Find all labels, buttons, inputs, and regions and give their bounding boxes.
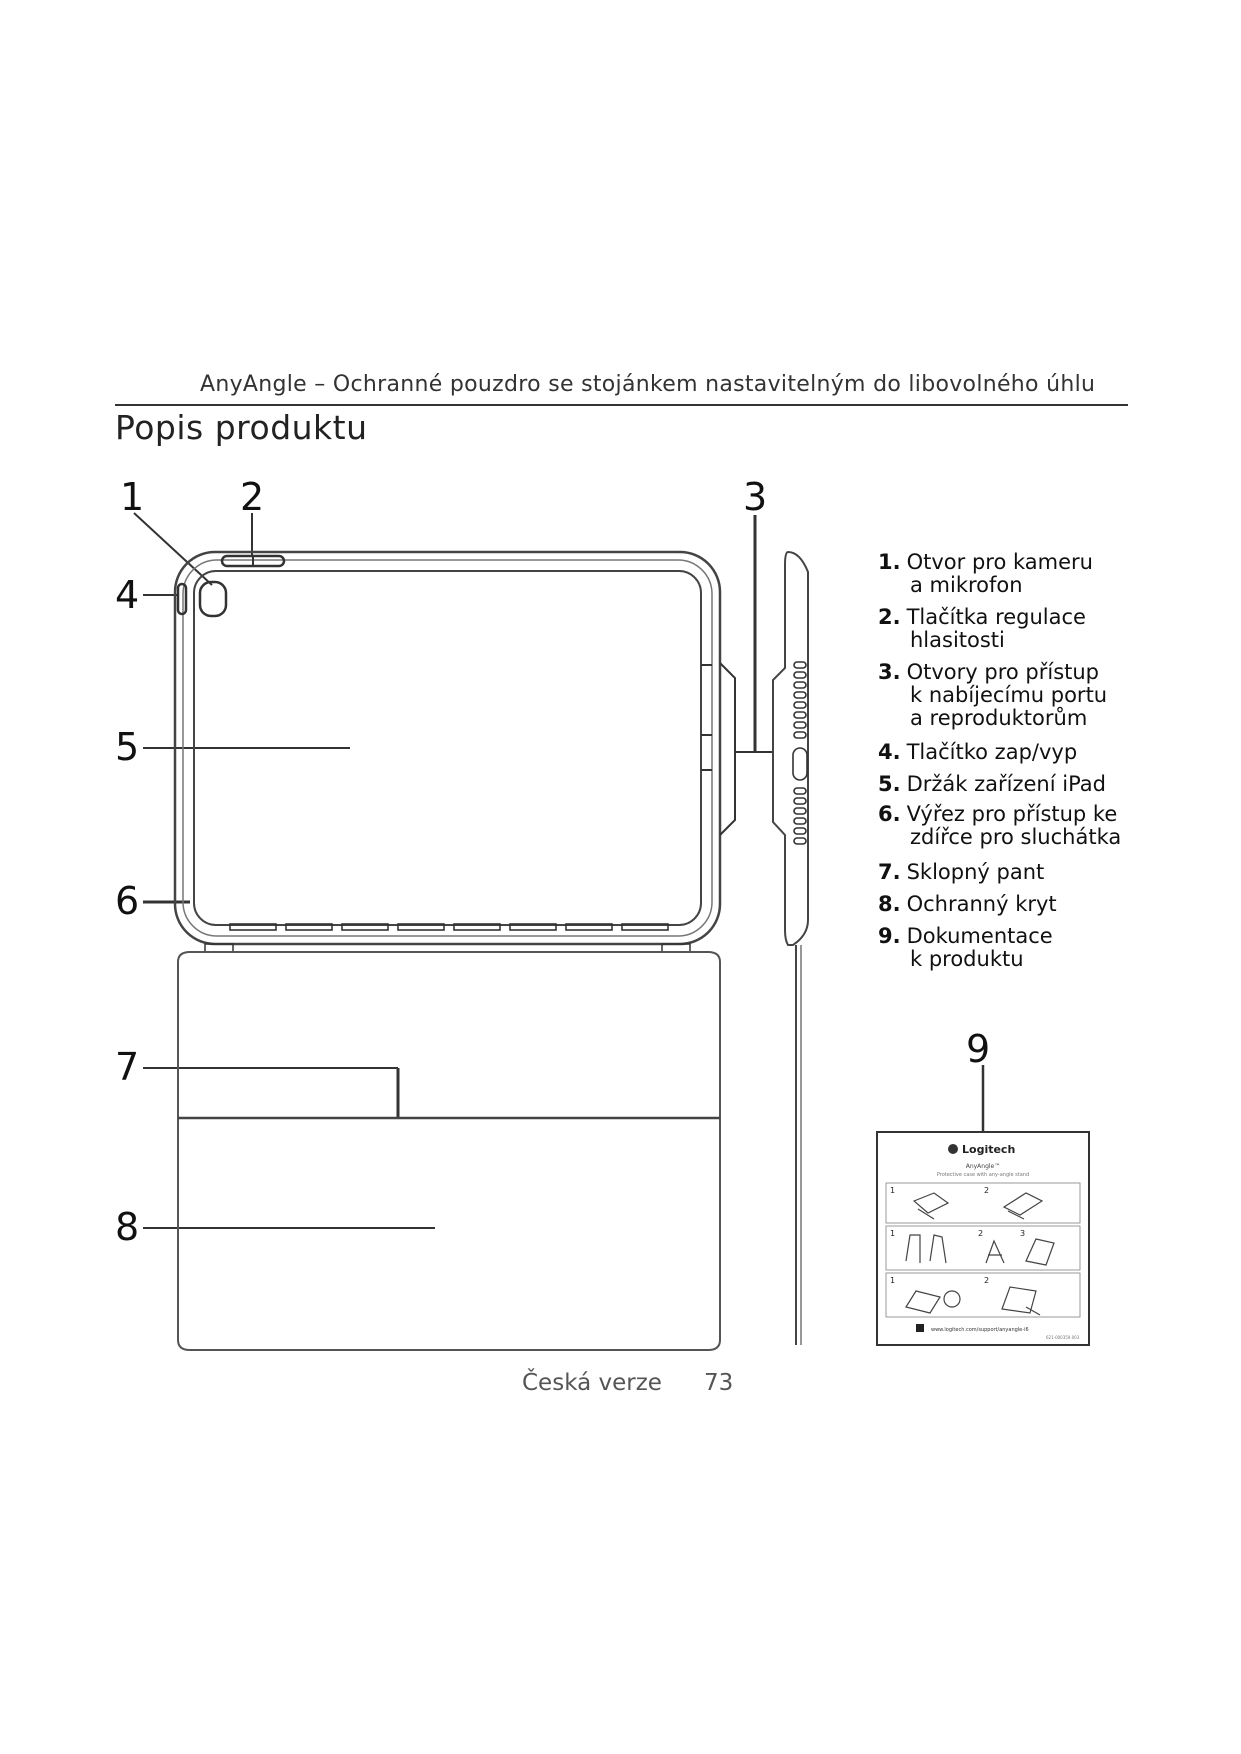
legend-item-2: 2. Tlačítka regulace hlasitosti [878, 605, 1086, 652]
callout-2: 2 [240, 475, 265, 519]
legend-item-5: 5. Držák zařízení iPad [878, 772, 1107, 796]
callout-6: 6 [115, 879, 140, 923]
legend-item-1: 1. Otvor pro kameru a mikrofon [878, 550, 1093, 597]
footer-language: Česká verze [522, 1370, 662, 1396]
logitech-logo-icon [948, 1144, 958, 1154]
legend-item-3: 3. Otvory pro přístup k nabíjecímu portu a reproduktorům [878, 660, 1108, 730]
callout-3: 3 [743, 475, 768, 519]
callout-5: 5 [115, 725, 140, 769]
speaker-holes [793, 662, 807, 844]
page-number: 73 [703, 1370, 734, 1396]
port-tab [720, 663, 735, 835]
manual-step: 2 [984, 1186, 990, 1195]
legend-item-4: 4. Tlačítko zap/vyp [878, 740, 1078, 764]
header-title: AnyAngle – Ochranné pouzdro se stojánkem nastavitelným do libovolného úhlu [200, 372, 1096, 397]
cover-outline [178, 952, 720, 1350]
callout-8: 8 [115, 1205, 140, 1249]
legend-item-6: 6. Výřez pro přístup ke zdířce pro sluchátka [878, 802, 1122, 849]
charging-port [793, 748, 807, 780]
callout-4: 4 [115, 573, 140, 617]
manual-subtitle: Protective case with any-angle stand [936, 1172, 1030, 1178]
camera-hole [200, 582, 226, 616]
callout-1: 1 [120, 475, 145, 519]
callout-7: 7 [115, 1045, 140, 1089]
page-title: Popis produktu [115, 408, 368, 447]
callout-9: 9 [966, 1027, 991, 1071]
legend-item-7: 7. Sklopný pant [878, 860, 1045, 884]
power-button [178, 584, 186, 614]
manual-step: 1 [890, 1229, 896, 1238]
product-documentation [876, 1131, 1090, 1346]
manual-step: 1 [890, 1186, 896, 1195]
manual-step: 3 [1020, 1229, 1026, 1238]
leader-1 [134, 513, 212, 585]
manual-step: 2 [978, 1229, 984, 1238]
manual-product: AnyAngle™ [965, 1163, 1001, 1170]
manual-step: 2 [984, 1276, 990, 1285]
legend-item-8: 8. Ochranný kryt [878, 892, 1057, 916]
manual-brand: Logitech [962, 1143, 1016, 1156]
manual-step: 1 [890, 1276, 896, 1285]
manual-url: www.logitech.com/support/anyangle-i6 [931, 1327, 1029, 1333]
page-footer [522, 1370, 733, 1396]
manual-code: 621-000359.003 [1046, 1335, 1080, 1340]
legend-item-9: 9. Dokumentace k produktu [878, 924, 1053, 971]
